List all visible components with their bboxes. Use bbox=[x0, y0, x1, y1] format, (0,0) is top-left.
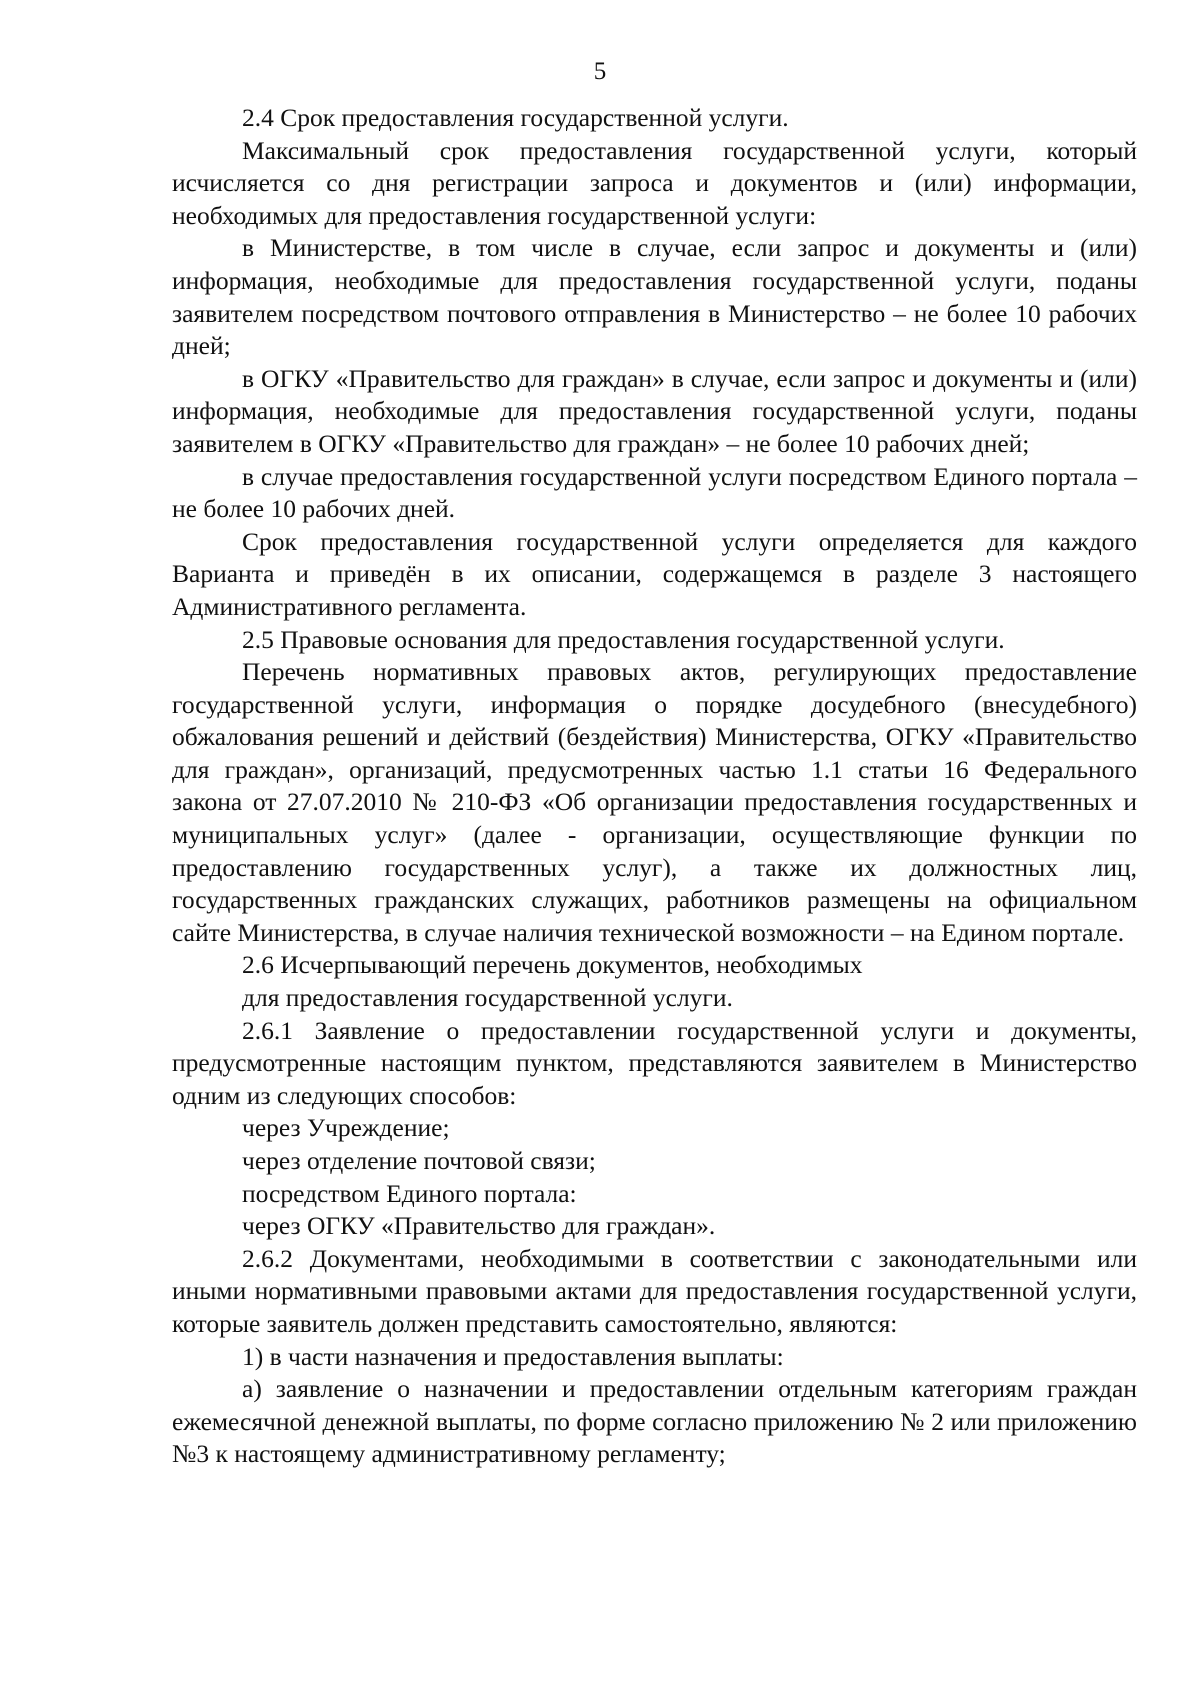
paragraph: 2.6.2 Документами, необходимыми в соответствии с законодательными или иными нормативными правовыми актами для предоставления государственной услуги, которые заявитель должен представить самостоятельно, являются: bbox=[172, 1243, 1137, 1338]
list-item: через ОГКУ «Правительство для граждан». bbox=[242, 1211, 716, 1241]
list-item: через Учреждение; bbox=[242, 1113, 450, 1143]
section-heading-2-5: 2.5 Правовые основания для предоставления государственной услуги. bbox=[242, 624, 1005, 654]
section-heading-2-4: 2.4 Срок предоставления государственной услуги. bbox=[242, 103, 789, 132]
section-heading-2-6: 2.6 Исчерпывающий перечень документов, необходимых bbox=[242, 950, 863, 980]
list-item: 1) в части назначения и предоставления выплаты: bbox=[242, 1341, 784, 1371]
list-item: через отделение почтовой связи; bbox=[242, 1146, 596, 1175]
list-item: посредством Единого портала: bbox=[242, 1178, 577, 1208]
paragraph: в случае предоставления государственной услуги посредством Единого портала – не более 10 рабочих дней. bbox=[172, 461, 1137, 524]
paragraph: а) заявление о назначении и предоставлении отдельным категориям граждан ежемесячной денежной выплаты, по форме согласно приложению № 2 или приложению №3 к настоящему административному регламенту; bbox=[172, 1374, 1137, 1469]
section-heading-2-6-cont: для предоставления государственной услуги. bbox=[242, 983, 733, 1013]
paragraph: 2.6.1 Заявление о предоставлении государственной услуги и документы, предусмотренные настоящим пунктом, представляются заявителем в Министерство одним из следующих способов: bbox=[172, 1015, 1137, 1110]
paragraph: Максимальный срок предоставления государственной услуги, который исчисляется со дня регистрации запроса и документов и (или) информации, необходимых для предоставления государственной услуги: bbox=[172, 135, 1137, 230]
paragraph: в ОГКУ «Правительство для граждан» в случае, если запрос и документы и (или) информация, необходимые для предоставления государственной услуги, поданы заявителем в ОГКУ «Правительство для граждан» – не более 10 рабочих дней; bbox=[172, 363, 1137, 458]
paragraph: в Министерстве, в том числе в случае, если запрос и документы и (или) информация, необходимые для предоставления государственной услуги, поданы заявителем посредством почтового отправления в Министерство – не более 10 рабочих дней; bbox=[172, 233, 1137, 361]
page-number: 5 bbox=[593, 58, 607, 85]
paragraph: Срок предоставления государственной услуги определяется для каждого Варианта и приведён в их описании, содержащемся в разделе 3 настоящего Административного регламента. bbox=[172, 526, 1137, 621]
document-body bbox=[172, 102, 1137, 1471]
paragraph: Перечень нормативных правовых актов, регулирующих предоставление государственной услуги, информация о порядке досудебного (внесудебного) обжалования решений и действий (бездействия) Министерства, ОГКУ «Правительство для граждан», организаций, предусмотренных частью 1.1 статьи 16 Федерального закона от 27.07.2010 № 210-ФЗ «Об организации предоставления государственных и муниципальных услуг» (далее - организации, осуществляющие функции по предоставлению государственных услуг), а также их должностных лиц, государственных гражданских служащих, работников размещены на официальном сайте Министерства, в случае наличия технической возможности – на Едином портале. bbox=[172, 657, 1137, 947]
